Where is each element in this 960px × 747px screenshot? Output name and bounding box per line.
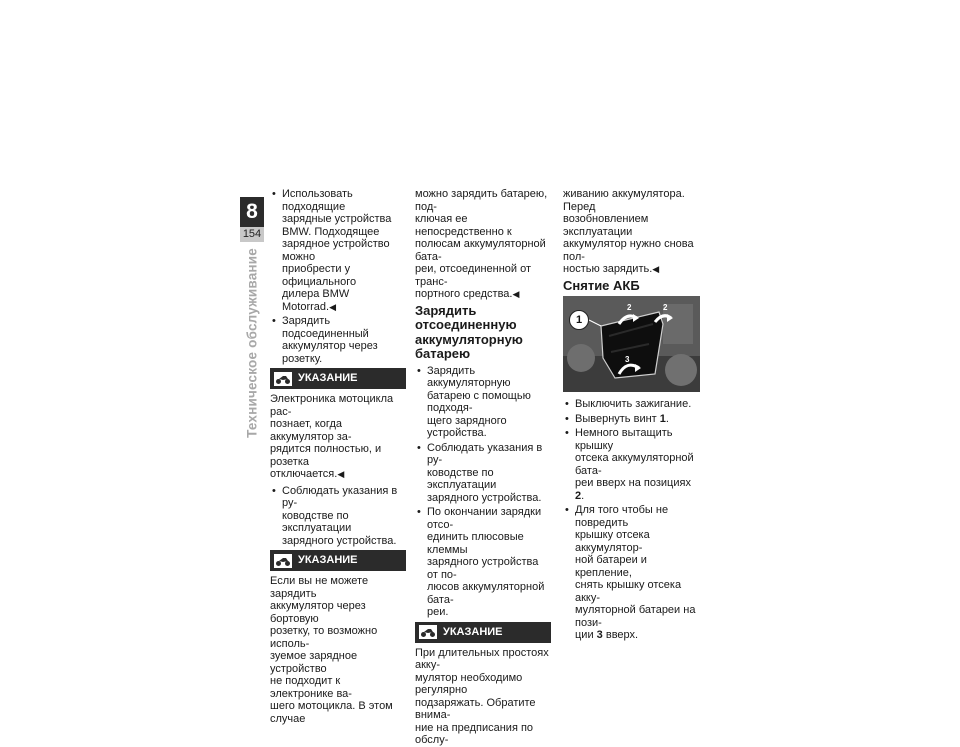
motorcycle-note-icon (274, 372, 292, 386)
text-line: познает, когда аккумулятор за- (270, 418, 352, 443)
text-line: не подходит к электронике ва- (270, 675, 352, 700)
figure-callout-2: 2 (663, 303, 668, 312)
column-1 (270, 188, 406, 725)
text-line: ние на предписания по обслу- (415, 721, 534, 746)
text-line: зарядного устройства. (282, 534, 397, 547)
text-line: Если вы не можете зарядить (270, 575, 369, 600)
bullet-list-4 (563, 398, 701, 642)
bullet-list-1 (270, 188, 406, 365)
list-item (563, 504, 701, 642)
end-triangle-icon: ◀ (512, 289, 520, 299)
part-ref: 2 (575, 489, 582, 502)
text-line: Соблюдать указания в ру- (427, 441, 543, 466)
text-line: реи. (427, 606, 449, 618)
list-item (563, 398, 701, 411)
list-item (415, 506, 551, 619)
text-line: Для того чтобы не повредить (575, 504, 669, 529)
text-line: зарядное устройство можно (282, 238, 390, 263)
continued-text (563, 188, 701, 276)
text-line: единить плюсовые клеммы (427, 531, 524, 556)
text-line: Зарядить аккумуляторную (427, 364, 511, 389)
page-number-text: 154 (242, 228, 262, 240)
column-3 (563, 188, 701, 644)
text-line: дилера BMW Motorrad. (282, 288, 350, 313)
text-line: возобновлением эксплуатации (563, 213, 649, 238)
text-line: зарядного устройства. (427, 491, 542, 504)
text-line: Использовать подходящие (282, 188, 353, 213)
text-line: ководстве по эксплуатации (282, 509, 352, 534)
text-line: муляторной батареи на пози- (575, 604, 696, 629)
list-item (270, 315, 406, 365)
text-line: зарядные устройства (282, 213, 392, 225)
bullet-list-2 (270, 485, 406, 548)
text-line: Немного вытащить крышку (575, 427, 673, 452)
note-banner (270, 550, 406, 571)
text-line: щего зарядного устройства. (427, 414, 507, 439)
text-line: вверх. (605, 629, 639, 641)
text-line: зарядного устройства от по- (427, 556, 539, 581)
battery-cover-figure (563, 296, 700, 392)
text-line: рядится полностью, и розетка (270, 443, 382, 468)
text-line: Соблюдать указания в ру- (282, 484, 398, 509)
end-triangle-icon: ◀ (329, 301, 336, 312)
text-line: ции (575, 629, 594, 641)
note-label: УКАЗАНИЕ (298, 372, 358, 385)
note-banner (270, 368, 406, 389)
section-heading: Снятие АКБ (563, 277, 640, 293)
heading-line: Зарядить отсоединенную (415, 302, 517, 332)
text-line: Выключить зажигание. (575, 398, 692, 410)
list-item (415, 442, 551, 505)
part-ref: 1 (659, 412, 666, 425)
text-line: шего мотоцикла. В этом случае (270, 700, 393, 725)
text-line: портного средства. (415, 288, 513, 300)
text-line: Вывернуть винт (575, 412, 657, 425)
text-line: мулятор необходимо регулярно (415, 671, 523, 696)
text-line: зуемое зарядное устройство (270, 650, 358, 675)
text-line: Электроника мотоцикла рас- (270, 393, 394, 418)
note-label: УКАЗАНИЕ (443, 625, 503, 638)
text-line: отсека аккумуляторной бата- (575, 452, 694, 477)
note-banner (415, 622, 551, 643)
section-heading (415, 304, 551, 362)
text-line: реи, отсоединенной от транс- (415, 263, 532, 288)
continued-text (415, 188, 551, 301)
note-label: УКАЗАНИЕ (298, 554, 358, 567)
heading-line: аккумуляторную (415, 331, 523, 347)
column-2 (415, 188, 551, 747)
motorcycle-note-icon (419, 625, 437, 639)
text-line: ключая ее непосредственно к (415, 213, 512, 238)
text-line: реи вверх на позициях (575, 477, 691, 489)
note-text (415, 647, 551, 747)
page-number (240, 227, 264, 242)
figure-callout-3: 3 (625, 355, 630, 364)
text-line: полюсам аккумуляторной бата- (415, 238, 546, 263)
text-line: При длительных простоях акку- (415, 646, 549, 671)
chapter-tab (240, 197, 264, 227)
text-line: крышку отсека аккумулятор- (575, 529, 650, 554)
note-text (270, 575, 406, 725)
text-line: аккумулятор через бортовую (270, 600, 366, 625)
list-item (270, 188, 406, 313)
text-line: аккумулятор нужно снова пол- (563, 238, 694, 263)
text-line: ной батареи и крепление, (575, 554, 647, 579)
chapter-number: 8 (246, 200, 258, 223)
text-line: розетку, то возможно исполь- (270, 625, 378, 650)
text-line: отключается. (270, 468, 338, 480)
note-text (270, 393, 406, 481)
text-line: можно зарядить батарею, под- (415, 188, 548, 213)
section-side-label-text: Техническое обслуживание (244, 248, 260, 438)
text-line: По окончании зарядки отсо- (427, 506, 542, 531)
text-line: ководстве по эксплуатации (427, 466, 497, 491)
text-line: подзаряжать. Обратите внима- (415, 696, 536, 721)
text-line: снять крышку отсека акку- (575, 579, 682, 604)
end-triangle-icon: ◀ (337, 469, 345, 479)
figure-callout-2: 2 (627, 303, 632, 312)
list-item: • Немного вытащить крышку отсека аккумуляторной бата- реи вверх на позициях 2. (563, 427, 701, 502)
text-line: Зарядить подсоединенный (282, 315, 369, 340)
end-triangle-icon: ◀ (652, 264, 660, 274)
text-line: живанию аккумулятора. Перед (563, 188, 685, 213)
heading-line: батарею (415, 346, 471, 361)
motorcycle-note-icon (274, 554, 292, 568)
list-item: • Вывернуть винт 1. (563, 413, 701, 426)
text-line: люсов аккумуляторной бата- (427, 581, 545, 606)
list-item (415, 365, 551, 440)
text-line: аккумулятор через розетку. (282, 340, 378, 365)
text-line: батарею с помощью подходя- (427, 389, 531, 414)
text-line: приобрести у официального (282, 263, 357, 288)
text-line: ностью зарядить. (563, 263, 653, 275)
bullet-list-3 (415, 365, 551, 619)
list-item (270, 485, 406, 548)
text-line: BMW. Подходящее (282, 225, 380, 238)
part-ref: 3 (596, 629, 603, 641)
figure-callout-1: 1 (569, 310, 589, 330)
